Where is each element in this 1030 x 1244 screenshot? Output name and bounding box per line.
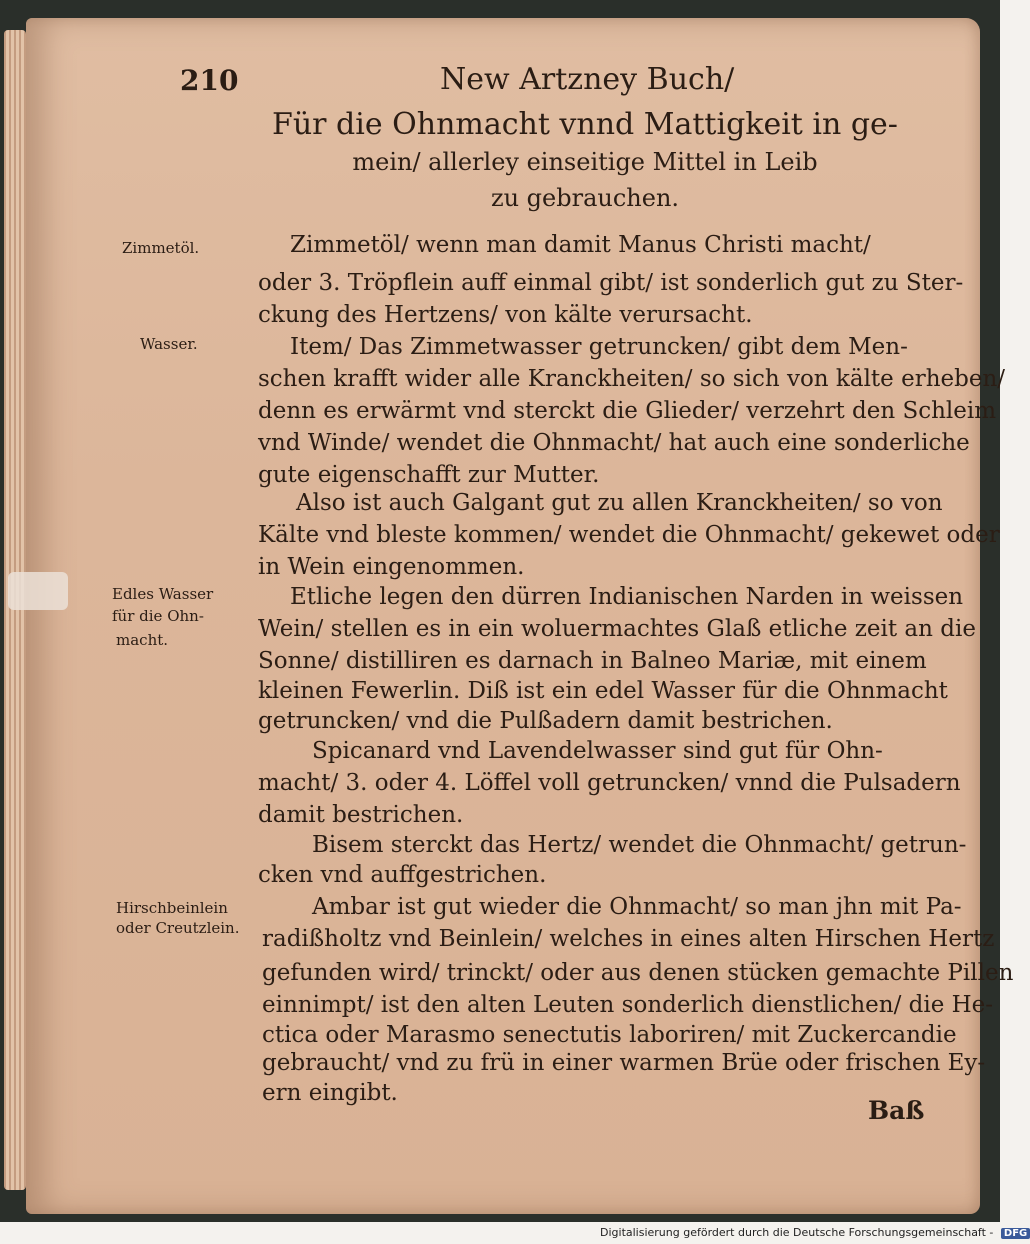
text-line: Spicanard vnd Lavendelwasser sind gut für Ohn- [312, 738, 883, 764]
clip-shadow [8, 572, 68, 610]
credit-text: Digitalisierung gefördert durch die Deutsche Forschungsgemeinschaft - [600, 1226, 994, 1239]
text-line: Kälte vnd bleste kommen/ wendet die Ohnmacht/ gekewet oder [258, 522, 1000, 548]
catchword: Baß [868, 1096, 925, 1125]
text-line: kleinen Fewerlin. Diß ist ein edel Wasser für die Ohnmacht [258, 678, 948, 704]
text-line: gebraucht/ vnd zu frü in einer warmen Brüe oder frischen Ey- [262, 1050, 986, 1076]
text-line: ckung des Hertzens/ von kälte verursacht. [258, 302, 753, 328]
dfg-logo-icon: DFG [1001, 1228, 1030, 1239]
page-number: 210 [180, 64, 239, 97]
marginal-note: Hirschbeinlein [116, 899, 228, 917]
text-line: cken vnd auffgestrichen. [258, 862, 547, 888]
text-line: gefunden wird/ trinckt/ oder aus denen stücken gemachte Pillen [262, 960, 1014, 986]
page-header [180, 62, 920, 106]
text-line: ern eingibt. [262, 1080, 398, 1106]
text-line: Etliche legen den dürren Indianischen Narden in weissen [290, 584, 964, 610]
page-edges [4, 30, 26, 1190]
heading-line-1: Für die Ohnmacht vnnd Mattigkeit in ge- [272, 107, 898, 142]
marginal-note: macht. [116, 631, 169, 649]
text-line: gute eigenschafft zur Mutter. [258, 462, 600, 488]
text-line: Zimmetöl/ wenn man damit Manus Christi macht/ [290, 232, 871, 258]
text-line: Item/ Das Zimmetwasser getruncken/ gibt dem Men- [290, 334, 908, 360]
text-line: oder 3. Tröpflein auff einmal gibt/ ist sonderlich gut zu Ster- [258, 270, 964, 296]
marginal-note: Zimmetöl. [122, 239, 200, 257]
text-line: einnimpt/ ist den alten Leuten sonderlich dienstlichen/ die He- [262, 992, 994, 1018]
text-line: macht/ 3. oder 4. Löffel voll getruncken/ vnnd die Pulsadern [258, 770, 961, 796]
text-line: Bisem sterckt das Hertz/ wendet die Ohnmacht/ getrun- [312, 832, 967, 858]
running-title: New Artzney Buch/ [440, 62, 735, 97]
marginal-note: Edles Wasser [112, 585, 214, 603]
text-line: in Wein eingenommen. [258, 554, 525, 580]
text-line: Ambar ist gut wieder die Ohnmacht/ so man jhn mit Pa- [312, 894, 962, 920]
text-line: vnd Winde/ wendet die Ohnmacht/ hat auch eine sonderliche [258, 430, 970, 456]
text-line: damit bestrichen. [258, 802, 464, 828]
text-line: Wein/ stellen es in ein woluermachtes Glaß etliche zeit an die [258, 616, 976, 642]
section-heading [240, 106, 930, 216]
marginal-note: für die Ohn- [112, 607, 204, 625]
digitization-credit [600, 1226, 1030, 1239]
text-line: getruncken/ vnd die Pulßadern damit bestrichen. [258, 708, 833, 734]
text-line: Sonne/ distilliren es darnach in Balneo Mariæ, mit einem [258, 648, 927, 674]
text-line: schen krafft wider alle Kranckheiten/ so sich von kälte erheben/ [258, 366, 1006, 392]
heading-line-2: mein/ allerley einseitige Mittel in Leib [352, 148, 818, 176]
text-line: ctica oder Marasmo senectutis laboriren/ mit Zuckercandie [262, 1022, 957, 1048]
text-line: radißholtz vnd Beinlein/ welches in eines alten Hirschen Hertz [262, 926, 995, 952]
text-line: Also ist auch Galgant gut zu allen Kranckheiten/ so von [296, 490, 943, 516]
marginal-note: oder Creutzlein. [116, 919, 240, 937]
heading-line-3: zu gebrauchen. [490, 184, 680, 212]
text-line: denn es erwärmt vnd sterckt die Glieder/ verzehrt den Schleim [258, 398, 997, 424]
marginal-note: Wasser. [140, 335, 198, 353]
